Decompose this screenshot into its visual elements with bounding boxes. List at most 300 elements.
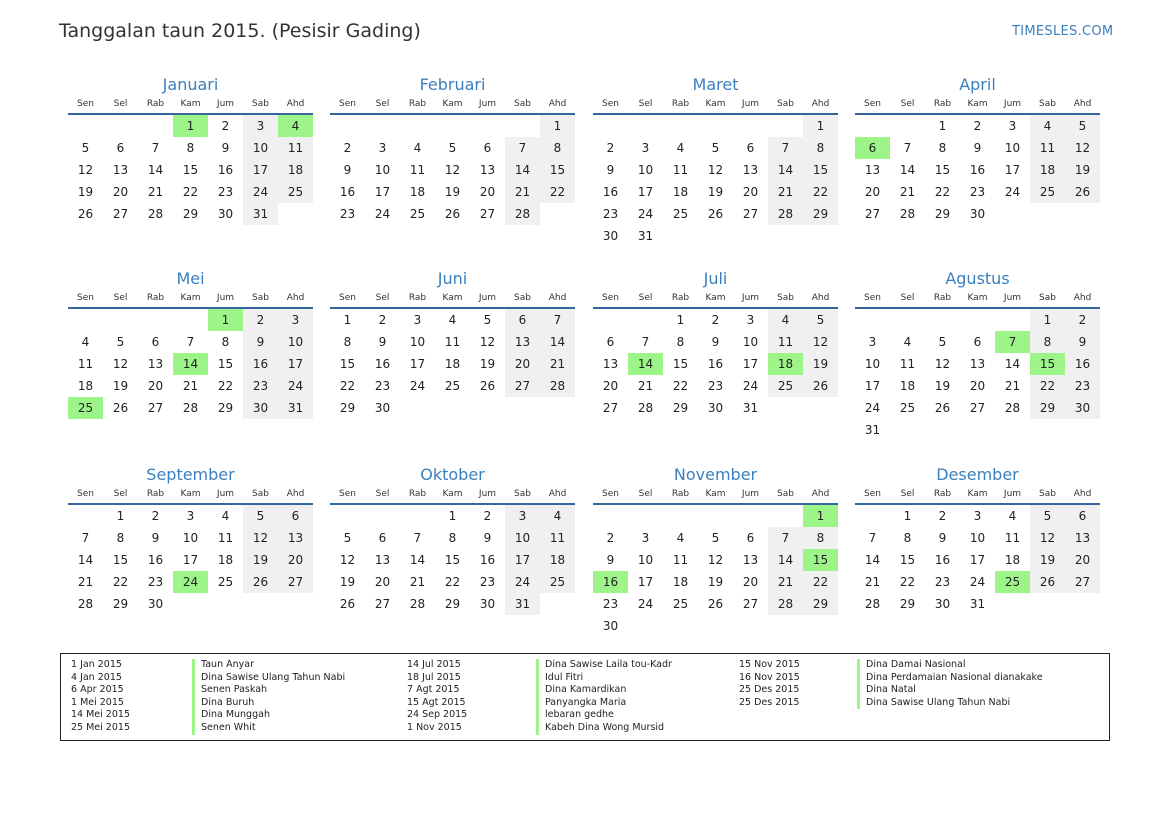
day-cell: 21: [77, 575, 94, 589]
day-cell: 27: [505, 375, 540, 397]
empty-cell: [925, 309, 960, 331]
day-cell: 2: [221, 119, 230, 133]
legend-entry: 18 Jul 2015: [407, 671, 461, 683]
day-cell: 11: [768, 331, 803, 353]
weekday-label: Kam: [705, 293, 726, 303]
weekday-label: Rab: [933, 99, 952, 109]
day-cell: 1: [938, 119, 947, 133]
day-cell: 3: [505, 505, 540, 527]
month-februari: [330, 74, 575, 225]
day-cell: 10: [505, 527, 540, 549]
day-cell: 16: [602, 185, 619, 199]
day-cell: 10: [637, 553, 654, 567]
legend-entry: 15 Nov 2015: [739, 659, 800, 670]
site-link[interactable]: TIMESLES.COM: [1012, 24, 1114, 39]
weekday-label: Ahd: [1073, 99, 1092, 109]
weekday-label: Rab: [671, 489, 690, 499]
day-cell: 11: [672, 553, 689, 567]
legend-entry: lebaran gedhe: [536, 709, 672, 722]
weekday-label: Rab: [408, 489, 427, 499]
day-cell: 12: [339, 553, 356, 567]
day-cell: 21: [864, 575, 881, 589]
empty-cell: [593, 115, 628, 137]
empty-cell: [103, 309, 138, 331]
day-cell: 2: [606, 141, 615, 155]
day-cell: 15: [182, 163, 199, 177]
month-name: April: [959, 75, 996, 94]
day-cell: 10: [969, 531, 986, 545]
day-cell: 9: [221, 141, 230, 155]
day-cell: 8: [116, 531, 125, 545]
day-cell: 8: [903, 531, 912, 545]
day-cell: 12: [479, 335, 496, 349]
weekday-label: Sab: [1039, 489, 1056, 499]
day-cell: 16: [479, 553, 496, 567]
weekday-label: Sel: [113, 99, 128, 109]
day-cell: 26: [77, 207, 94, 221]
weekday-label: Jum: [1003, 293, 1022, 303]
day-cell: 15: [444, 553, 461, 567]
legend-entry: 24 Sep 2015: [407, 709, 468, 721]
day-cell: 14: [409, 553, 426, 567]
day-cell: 23: [374, 379, 391, 393]
day-cell: 2: [1065, 309, 1100, 331]
legend-names-col-3: [857, 659, 1043, 709]
day-grid: [593, 115, 838, 247]
day-cell: 5: [448, 141, 457, 155]
day-cell: 3: [243, 115, 278, 137]
day-cell: 8: [186, 141, 195, 155]
day-cell: 10: [742, 335, 759, 349]
day-cell: 8: [221, 335, 230, 349]
day-cell: 1: [540, 115, 575, 137]
day-cell: 19: [479, 357, 496, 371]
day-cell: 7: [413, 531, 422, 545]
day-cell: 23: [217, 185, 234, 199]
empty-cell: [593, 309, 628, 331]
day-cell: 14: [768, 549, 803, 571]
empty-cell: [330, 115, 365, 137]
day-cell: 29: [444, 597, 461, 611]
day-cell: 21: [637, 379, 654, 393]
day-cell: 10: [278, 331, 313, 353]
day-cell: 1: [1030, 309, 1065, 331]
weekday-header: [68, 292, 313, 309]
month-juni: [330, 268, 575, 419]
month-name: Juli: [703, 269, 728, 288]
empty-cell: [628, 115, 663, 137]
day-cell: 13: [374, 553, 391, 567]
day-cell: 16: [374, 357, 391, 371]
day-grid: [68, 115, 313, 225]
empty-cell: [890, 115, 925, 137]
day-cell: 16: [147, 553, 164, 567]
empty-cell: [733, 115, 768, 137]
day-cell: 27: [147, 401, 164, 415]
month-maret: [593, 74, 838, 247]
day-cell: 8: [343, 335, 352, 349]
day-cell: 2: [938, 509, 947, 523]
weekday-label: Sel: [375, 489, 390, 499]
empty-cell: [68, 505, 103, 527]
day-cell: 30: [934, 597, 951, 611]
day-cell: 18: [444, 357, 461, 371]
weekday-label: Rab: [671, 99, 690, 109]
day-cell: 25: [1030, 181, 1065, 203]
day-cell: 15: [803, 159, 838, 181]
day-cell: 20: [969, 379, 986, 393]
month-name: Juni: [437, 269, 468, 288]
day-cell: 22: [934, 185, 951, 199]
day-cell: 2: [483, 509, 492, 523]
day-cell: 2: [606, 531, 615, 545]
day-cell: 8: [540, 137, 575, 159]
day-cell: 1: [343, 313, 352, 327]
day-cell: 13: [505, 331, 540, 353]
empty-cell: [365, 505, 400, 527]
weekday-label: Kam: [180, 489, 201, 499]
weekday-label: Ahd: [286, 293, 305, 303]
day-cell: 19: [112, 379, 129, 393]
day-cell: 25: [278, 181, 313, 203]
weekday-label: Sel: [900, 489, 915, 499]
day-cell: 6: [1065, 505, 1100, 527]
day-cell: 27: [602, 401, 619, 415]
month-name: Februari: [419, 75, 486, 94]
month-name: Mei: [176, 269, 205, 288]
weekday-label: Ahd: [811, 99, 830, 109]
day-cell: 14: [1004, 357, 1021, 371]
day-cell: 30: [707, 401, 724, 415]
day-cell: 31: [637, 229, 654, 243]
weekday-label: Kam: [180, 293, 201, 303]
day-cell: 21: [768, 181, 803, 203]
day-cell: 16: [339, 185, 356, 199]
weekday-header: [330, 98, 575, 115]
day-cell: 15: [934, 163, 951, 177]
empty-cell: [768, 115, 803, 137]
month-juli: [593, 268, 838, 419]
day-grid: [593, 309, 838, 419]
day-cell: 17: [505, 549, 540, 571]
day-cell: 26: [479, 379, 496, 393]
day-cell: 17: [637, 575, 654, 589]
month-oktober: [330, 464, 575, 615]
day-cell: 20: [742, 185, 759, 199]
day-cell: 11: [1030, 137, 1065, 159]
day-cell: 11: [444, 335, 461, 349]
legend-entry: 14 Mei 2015: [71, 709, 130, 721]
day-cell: 3: [413, 313, 422, 327]
legend-entry: Idul Fitri: [536, 672, 672, 685]
day-cell: 16: [217, 163, 234, 177]
day-cell: 7: [995, 331, 1030, 353]
day-cell: 21: [1004, 379, 1021, 393]
weekday-label: Jum: [741, 99, 760, 109]
day-cell: 27: [479, 207, 496, 221]
day-cell: 1: [803, 505, 838, 527]
day-cell: 30: [1065, 397, 1100, 419]
weekday-label: Jum: [216, 293, 235, 303]
weekday-label: Sab: [1039, 99, 1056, 109]
empty-cell: [103, 115, 138, 137]
day-cell: 10: [637, 163, 654, 177]
day-cell: 27: [969, 401, 986, 415]
legend-entry: Dina Damai Nasional: [857, 659, 1043, 672]
weekday-header: [855, 488, 1100, 505]
day-cell: 7: [81, 531, 90, 545]
day-grid: [593, 505, 838, 637]
weekday-label: Jum: [216, 99, 235, 109]
day-cell: 14: [147, 163, 164, 177]
day-cell: 29: [182, 207, 199, 221]
empty-cell: [365, 115, 400, 137]
day-cell: 9: [243, 331, 278, 353]
day-cell: 18: [672, 185, 689, 199]
day-cell: 2: [243, 309, 278, 331]
month-name: November: [673, 465, 758, 484]
empty-cell: [593, 505, 628, 527]
day-cell: 27: [1065, 571, 1100, 593]
day-cell: 8: [448, 531, 457, 545]
legend-entry: Dina Sawise Laila tou-Kadr: [536, 659, 672, 672]
day-cell: 14: [864, 553, 881, 567]
weekday-header: [330, 292, 575, 309]
legend-names-col-1: [192, 659, 345, 735]
day-cell: 15: [112, 553, 129, 567]
day-cell: 31: [278, 397, 313, 419]
weekday-label: Sen: [339, 489, 356, 499]
weekday-label: Sel: [900, 293, 915, 303]
legend-entry: 6 Apr 2015: [71, 684, 124, 696]
empty-cell: [330, 505, 365, 527]
day-cell: 22: [803, 181, 838, 203]
day-cell: 13: [864, 163, 881, 177]
day-cell: 5: [343, 531, 352, 545]
empty-cell: [435, 115, 470, 137]
day-cell: 26: [707, 207, 724, 221]
empty-cell: [855, 505, 890, 527]
day-cell: 9: [343, 163, 352, 177]
weekday-label: Ahd: [548, 489, 567, 499]
day-cell: 30: [479, 597, 496, 611]
day-cell: 18: [672, 575, 689, 589]
day-cell: 5: [1030, 505, 1065, 527]
day-cell: 24: [409, 379, 426, 393]
day-cell: 1: [903, 509, 912, 523]
day-cell: 31: [505, 593, 540, 615]
day-cell: 27: [374, 597, 391, 611]
day-cell: 21: [147, 185, 164, 199]
day-cell: 30: [374, 401, 391, 415]
day-cell: 15: [217, 357, 234, 371]
month-name: Oktober: [420, 465, 485, 484]
day-cell: 4: [676, 531, 685, 545]
day-grid: [68, 309, 313, 419]
day-cell: 6: [606, 335, 615, 349]
weekday-label: Sen: [77, 489, 94, 499]
month-name: Januari: [162, 75, 219, 94]
weekday-header: [330, 488, 575, 505]
day-cell: 24: [637, 597, 654, 611]
day-grid: [855, 505, 1100, 615]
day-cell: 23: [479, 575, 496, 589]
day-cell: 10: [374, 163, 391, 177]
day-cell: 20: [1065, 549, 1100, 571]
empty-cell: [855, 115, 890, 137]
page-title: Tanggalan taun 2015. (Pesisir Gading): [59, 20, 421, 42]
day-cell: 23: [969, 185, 986, 199]
day-cell: 24: [969, 575, 986, 589]
day-cell: 11: [77, 357, 94, 371]
day-cell: 29: [1030, 397, 1065, 419]
day-cell: 13: [742, 163, 759, 177]
weekday-label: Ahd: [286, 99, 305, 109]
day-cell: 29: [934, 207, 951, 221]
day-cell: 26: [1065, 181, 1100, 203]
day-cell: 13: [278, 527, 313, 549]
empty-cell: [68, 309, 103, 331]
day-cell: 22: [803, 571, 838, 593]
day-cell: 23: [934, 575, 951, 589]
day-cell: 13: [969, 357, 986, 371]
weekday-label: Rab: [671, 293, 690, 303]
day-cell: 26: [339, 597, 356, 611]
month-name: Maret: [692, 75, 739, 94]
weekday-label: Jum: [216, 489, 235, 499]
day-cell: 4: [903, 335, 912, 349]
empty-cell: [960, 309, 995, 331]
day-cell: 31: [864, 423, 881, 437]
month-agustus: [855, 268, 1100, 441]
weekday-label: Kam: [967, 489, 988, 499]
day-cell: 13: [1065, 527, 1100, 549]
day-cell: 3: [378, 141, 387, 155]
legend-dates-col-2: [407, 659, 467, 735]
legend-entry: 1 Mei 2015: [71, 696, 124, 708]
weekday-label: Jum: [1003, 99, 1022, 109]
day-cell: 12: [707, 553, 724, 567]
weekday-label: Rab: [146, 99, 165, 109]
day-cell: 3: [1008, 119, 1017, 133]
day-cell: 9: [938, 531, 947, 545]
legend-entry: 1 Jan 2015: [71, 659, 122, 670]
day-cell: 3: [868, 335, 877, 349]
day-cell: 29: [803, 203, 838, 225]
weekday-label: Sel: [375, 99, 390, 109]
empty-cell: [733, 505, 768, 527]
day-grid: [855, 309, 1100, 441]
day-cell: 6: [746, 531, 755, 545]
day-cell: 19: [707, 575, 724, 589]
day-cell: 15: [899, 553, 916, 567]
weekday-label: Sel: [113, 293, 128, 303]
weekday-label: Sen: [864, 293, 881, 303]
weekday-label: Sab: [777, 489, 794, 499]
legend-entry: 7 Agt 2015: [407, 684, 460, 696]
weekday-header: [593, 488, 838, 505]
empty-cell: [173, 309, 208, 331]
month-mei: [68, 268, 313, 419]
day-cell: 11: [899, 357, 916, 371]
weekday-label: Jum: [478, 489, 497, 499]
day-cell: 10: [182, 531, 199, 545]
day-cell: 25: [444, 379, 461, 393]
day-cell: 3: [641, 141, 650, 155]
day-cell: 12: [1030, 527, 1065, 549]
day-cell: 9: [378, 335, 387, 349]
day-cell: 14: [628, 353, 663, 375]
day-cell: 14: [505, 159, 540, 181]
day-cell: 4: [413, 141, 422, 155]
day-cell: 12: [77, 163, 94, 177]
legend-entry: 25 Des 2015: [739, 696, 800, 708]
day-cell: 28: [182, 401, 199, 415]
day-cell: 27: [278, 571, 313, 593]
day-cell: 8: [1030, 331, 1065, 353]
day-cell: 10: [1004, 141, 1021, 155]
day-cell: 10: [409, 335, 426, 349]
day-cell: 8: [938, 141, 947, 155]
day-cell: 3: [186, 509, 195, 523]
day-cell: 22: [899, 575, 916, 589]
weekday-label: Kam: [442, 99, 463, 109]
month-november: [593, 464, 838, 637]
day-cell: 15: [339, 357, 356, 371]
weekday-label: Sen: [602, 293, 619, 303]
day-cell: 16: [243, 353, 278, 375]
weekday-header: [68, 98, 313, 115]
day-cell: 9: [1065, 331, 1100, 353]
weekday-label: Jum: [741, 293, 760, 303]
day-cell: 20: [112, 185, 129, 199]
day-cell: 2: [343, 141, 352, 155]
weekday-label: Kam: [705, 99, 726, 109]
weekday-label: Ahd: [286, 489, 305, 499]
empty-cell: [768, 505, 803, 527]
day-cell: 15: [803, 549, 838, 571]
day-cell: 19: [339, 575, 356, 589]
day-cell: 25: [768, 375, 803, 397]
weekday-label: Sen: [339, 293, 356, 303]
legend-entry: 4 Jan 2015: [71, 671, 122, 683]
day-cell: 13: [479, 163, 496, 177]
day-cell: 2: [711, 313, 720, 327]
empty-cell: [663, 115, 698, 137]
empty-cell: [505, 115, 540, 137]
legend-entry: Dina Munggah: [192, 709, 345, 722]
legend-dates-col-3: [739, 659, 800, 709]
day-cell: 16: [1065, 353, 1100, 375]
day-cell: 17: [243, 159, 278, 181]
day-cell: 21: [182, 379, 199, 393]
day-cell: 2: [378, 313, 387, 327]
day-cell: 26: [803, 375, 838, 397]
weekday-label: Sab: [514, 293, 531, 303]
day-cell: 25: [672, 597, 689, 611]
legend-entry: Dina Natal: [857, 684, 1043, 697]
day-cell: 17: [969, 553, 986, 567]
day-cell: 19: [77, 185, 94, 199]
empty-cell: [400, 115, 435, 137]
empty-cell: [628, 309, 663, 331]
day-cell: 18: [278, 159, 313, 181]
day-cell: 3: [746, 313, 755, 327]
day-cell: 15: [672, 357, 689, 371]
day-grid: [855, 115, 1100, 225]
day-cell: 18: [768, 353, 803, 375]
day-cell: 22: [540, 181, 575, 203]
